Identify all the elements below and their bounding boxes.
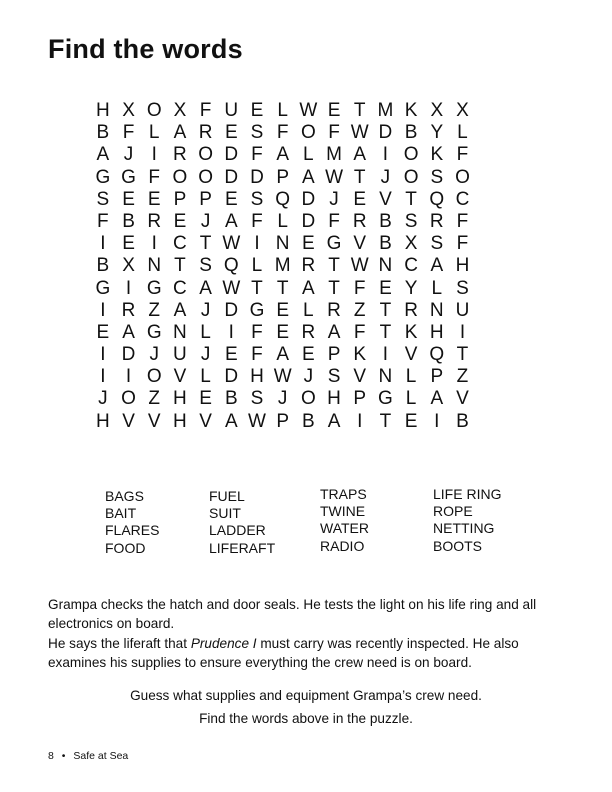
- grid-letter: S: [327, 366, 341, 388]
- grid-letter: T: [405, 188, 417, 210]
- grid-letter: F: [251, 144, 263, 166]
- grid-letter: H: [455, 255, 470, 277]
- grid-letter: J: [200, 210, 211, 232]
- grid-letter: E: [147, 188, 161, 210]
- grid-row: [90, 122, 475, 144]
- grid-letter: Z: [456, 366, 469, 388]
- grid-letter: K: [404, 321, 418, 343]
- grid-letter: R: [173, 144, 187, 166]
- grid-letter: C: [173, 233, 187, 255]
- grid-letter: J: [380, 166, 391, 188]
- grid-letter: J: [200, 344, 211, 366]
- grid-letter: N: [147, 255, 162, 277]
- grid-letter: T: [174, 255, 186, 277]
- grid-letter: S: [250, 122, 264, 144]
- grid-letter: S: [199, 255, 212, 277]
- grid-letter: A: [327, 410, 341, 432]
- grid-row: [90, 255, 475, 277]
- grid-letter: A: [430, 255, 444, 277]
- grid-letter: G: [146, 321, 162, 343]
- grid-letter: I: [151, 233, 157, 255]
- grid-letter: B: [96, 255, 110, 277]
- grid-letter: I: [100, 366, 106, 388]
- grid-letter: C: [455, 188, 470, 210]
- grid-letter: H: [173, 388, 187, 410]
- grid-letter: I: [100, 233, 106, 255]
- boat-name: Prudence I: [190, 636, 257, 651]
- grid-letter: D: [121, 344, 136, 366]
- grid-letter: B: [379, 210, 392, 232]
- grid-letter: T: [251, 277, 263, 299]
- grid-letter: E: [327, 100, 341, 121]
- word-list-item: LADDER: [209, 522, 266, 539]
- grid-letter: O: [146, 366, 162, 388]
- grid-letter: O: [403, 166, 419, 188]
- grid-letter: O: [300, 122, 316, 144]
- grid-letter: A: [430, 388, 444, 410]
- grid-letter: B: [404, 122, 418, 144]
- grid-letter: I: [100, 299, 106, 321]
- grid-row: [90, 322, 475, 344]
- grid-letter: E: [302, 233, 315, 255]
- grid-row: [90, 278, 475, 300]
- grid-letter: L: [303, 299, 314, 321]
- word-list-item: WATER: [320, 520, 369, 537]
- grid-letter: M: [326, 144, 342, 166]
- grid-row: [90, 411, 475, 433]
- grid-row: [90, 100, 475, 122]
- grid-letter: Z: [148, 299, 161, 321]
- grid-letter: K: [353, 344, 367, 366]
- word-list-item: NETTING: [433, 520, 495, 537]
- grid-letter: O: [172, 166, 188, 188]
- grid-letter: Q: [223, 255, 239, 277]
- grid-letter: Y: [430, 122, 444, 144]
- grid-letter: O: [198, 144, 213, 166]
- grid-letter: L: [251, 255, 263, 277]
- grid-letter: R: [198, 122, 213, 144]
- grid-letter: P: [173, 188, 187, 210]
- grid-letter: E: [302, 344, 315, 366]
- grid-letter: A: [224, 210, 238, 232]
- grid-letter: V: [404, 344, 418, 366]
- grid-letter: N: [429, 299, 444, 321]
- grid-letter: J: [303, 366, 314, 388]
- grid-letter: T: [353, 166, 366, 188]
- grid-letter: F: [328, 210, 340, 232]
- footer-bullet: •: [61, 750, 66, 762]
- grid-letter: G: [95, 277, 111, 299]
- grid-letter: O: [403, 144, 419, 166]
- grid-letter: P: [276, 166, 289, 188]
- grid-letter: J: [98, 388, 108, 410]
- grid-letter: D: [378, 122, 393, 144]
- word-list-item: BOOTS: [433, 537, 483, 554]
- word-column-2: [209, 488, 275, 557]
- grid-letter: P: [327, 344, 341, 366]
- grid-letter: D: [301, 188, 316, 210]
- grid-letter: V: [456, 388, 469, 410]
- grid-letter: I: [357, 410, 363, 432]
- grid-letter: A: [302, 277, 315, 299]
- grid-letter: G: [326, 233, 342, 255]
- grid-row: [90, 388, 475, 410]
- grid-letter: W: [222, 233, 241, 255]
- grid-letter: F: [148, 166, 161, 188]
- grid-letter: P: [353, 388, 367, 410]
- grid-letter: W: [325, 166, 343, 188]
- grid-letter: O: [198, 166, 213, 188]
- grid-letter: D: [224, 299, 239, 321]
- grid-letter: F: [456, 210, 469, 232]
- grid-letter: F: [456, 233, 469, 255]
- grid-letter: C: [404, 255, 418, 277]
- grid-letter: J: [277, 388, 288, 410]
- grid-letter: J: [200, 299, 211, 321]
- grid-letter: O: [121, 388, 136, 410]
- grid-letter: O: [300, 388, 316, 410]
- word-list-item: FLARES: [105, 522, 160, 539]
- grid-letter: B: [302, 410, 315, 432]
- grid-letter: D: [224, 366, 239, 388]
- grid-letter: A: [199, 277, 212, 299]
- grid-letter: V: [353, 233, 367, 255]
- grid-letter: O: [455, 166, 470, 188]
- word-list-item: LIFERAFT: [209, 539, 276, 556]
- grid-letter: W: [248, 410, 266, 432]
- word-list-item: FOOD: [105, 539, 146, 556]
- grid-letter: T: [199, 233, 212, 255]
- grid-letter: A: [353, 144, 367, 166]
- instruction-find: Find the words above in the puzzle.: [199, 711, 413, 726]
- grid-letter: L: [431, 277, 443, 299]
- grid-letter: R: [301, 255, 316, 277]
- grid-letter: N: [275, 233, 290, 255]
- grid-letter: M: [274, 255, 291, 277]
- grid-letter: Z: [148, 388, 161, 410]
- grid-letter: J: [123, 144, 134, 166]
- grid-letter: X: [122, 255, 135, 277]
- grid-letter: N: [378, 366, 393, 388]
- instruction-guess: Guess what supplies and equipment Grampa’s crew need.: [130, 688, 482, 703]
- grid-letter: A: [173, 299, 187, 321]
- grid-letter: A: [327, 321, 341, 343]
- grid-letter: H: [95, 410, 110, 432]
- grid-row: [90, 300, 475, 322]
- grid-row: [90, 233, 475, 255]
- word-list-item: LIFE RING: [433, 486, 502, 502]
- grid-letter: V: [379, 188, 392, 210]
- page-title: Find the words: [48, 34, 243, 64]
- grid-letter: S: [430, 166, 444, 188]
- grid-letter: E: [224, 188, 238, 210]
- grid-letter: C: [173, 277, 187, 299]
- page-footer: [48, 750, 128, 762]
- grid-letter: V: [353, 366, 367, 388]
- grid-letter: E: [353, 188, 367, 210]
- grid-letter: I: [125, 366, 132, 388]
- story-paragraph-1: Grampa checks the hatch and door seals. He tests the light on his life ring and all electronics on board.: [48, 597, 537, 631]
- grid-letter: I: [125, 277, 132, 299]
- grid-letter: E: [250, 100, 264, 121]
- grid-letter: G: [95, 166, 111, 188]
- word-list-item: BAIT: [105, 505, 137, 522]
- grid-letter: L: [148, 122, 160, 144]
- grid-letter: E: [199, 388, 212, 410]
- grid-letter: G: [146, 277, 162, 299]
- word-list-item: ROPE: [433, 503, 473, 520]
- grid-letter: X: [173, 100, 187, 121]
- grid-letter: L: [303, 144, 314, 166]
- grid-letter: I: [459, 321, 466, 343]
- grid-letter: Z: [353, 299, 366, 321]
- page-number: 8: [48, 750, 54, 762]
- grid-letter: H: [173, 410, 187, 432]
- word-column-4: [433, 486, 501, 555]
- story-paragraph-2: He says the liferaft that Prudence I must carry was recently inspected. He also examines his supplies to ensure everything the crew need is on board.: [48, 636, 519, 670]
- grid-letter: X: [122, 100, 135, 121]
- grid-row: [90, 344, 475, 366]
- grid-letter: S: [96, 188, 110, 210]
- grid-letter: L: [200, 366, 211, 388]
- grid-letter: F: [353, 321, 366, 343]
- grid-letter: U: [455, 299, 470, 321]
- grid-letter: V: [199, 410, 212, 432]
- grid-letter: I: [434, 410, 440, 432]
- grid-letter: V: [173, 366, 187, 388]
- grid-letter: F: [353, 277, 366, 299]
- grid-letter: F: [456, 144, 469, 166]
- grid-letter: A: [276, 144, 289, 166]
- grid-letter: E: [276, 321, 289, 343]
- grid-letter: I: [151, 144, 157, 166]
- grid-letter: T: [353, 100, 366, 121]
- grid-letter: F: [122, 122, 135, 144]
- grid-letter: E: [122, 188, 135, 210]
- grid-letter: R: [121, 299, 136, 321]
- grid-letter: T: [328, 255, 340, 277]
- word-search-grid: [90, 100, 475, 433]
- grid-letter: M: [377, 100, 394, 121]
- grid-letter: F: [276, 122, 289, 144]
- grid-letter: L: [277, 210, 288, 232]
- grid-letter: T: [328, 277, 340, 299]
- word-column-1: [105, 488, 159, 557]
- grid-letter: S: [250, 188, 264, 210]
- grid-letter: D: [224, 166, 239, 188]
- grid-letter: I: [100, 344, 106, 366]
- grid-letter: B: [96, 122, 110, 144]
- grid-letter: E: [96, 321, 110, 343]
- grid-letter: T: [276, 277, 289, 299]
- grid-row: [90, 366, 475, 388]
- grid-letter: T: [379, 321, 392, 343]
- grid-letter: X: [430, 100, 444, 121]
- grid-letter: D: [301, 210, 316, 232]
- grid-letter: T: [379, 299, 392, 321]
- grid-letter: K: [430, 144, 444, 166]
- grid-letter: P: [276, 410, 289, 432]
- grid-letter: L: [457, 122, 468, 144]
- grid-row: [90, 144, 475, 166]
- grid-letter: E: [173, 210, 187, 232]
- grid-row: [90, 211, 475, 233]
- grid-letter: J: [329, 188, 339, 210]
- grid-letter: E: [122, 233, 135, 255]
- grid-letter: E: [379, 277, 392, 299]
- grid-letter: H: [327, 388, 341, 410]
- grid-letter: R: [429, 210, 444, 232]
- grid-letter: W: [350, 255, 369, 277]
- grid-letter: E: [276, 299, 289, 321]
- grid-letter: N: [173, 321, 187, 343]
- grid-letter: I: [382, 344, 389, 366]
- grid-letter: B: [224, 388, 238, 410]
- grid-letter: F: [251, 210, 263, 232]
- grid-letter: O: [146, 100, 162, 121]
- grid-letter: D: [250, 166, 264, 188]
- grid-letter: T: [379, 410, 392, 432]
- grid-letter: U: [224, 100, 239, 121]
- grid-letter: W: [299, 100, 318, 121]
- grid-letter: I: [382, 144, 389, 166]
- grid-letter: X: [404, 233, 418, 255]
- grid-letter: F: [199, 100, 212, 121]
- grid-letter: Q: [275, 188, 291, 210]
- grid-letter: N: [378, 255, 393, 277]
- grid-row: [90, 167, 475, 189]
- grid-letter: V: [147, 410, 161, 432]
- grid-letter: L: [277, 100, 288, 121]
- grid-letter: E: [224, 122, 238, 144]
- word-list-item: RADIO: [320, 537, 365, 554]
- grid-letter: S: [404, 210, 418, 232]
- grid-letter: F: [97, 210, 109, 232]
- grid-letter: H: [95, 100, 110, 121]
- grid-letter: A: [302, 166, 315, 188]
- grid-letter: U: [173, 344, 187, 366]
- grid-letter: A: [122, 321, 135, 343]
- grid-letter: X: [456, 100, 469, 121]
- grid-letter: L: [200, 321, 211, 343]
- grid-letter: W: [350, 122, 369, 144]
- grid-letter: A: [224, 410, 238, 432]
- grid-letter: E: [404, 410, 418, 432]
- section-name: Safe at Sea: [73, 750, 129, 762]
- grid-letter: B: [122, 210, 135, 232]
- grid-letter: R: [404, 299, 418, 321]
- grid-letter: A: [96, 144, 110, 166]
- grid-letter: Y: [404, 277, 418, 299]
- grid-letter: Q: [429, 344, 445, 366]
- grid-letter: K: [404, 100, 418, 121]
- grid-letter: A: [173, 122, 187, 144]
- grid-letter: R: [147, 210, 162, 232]
- grid-letter: H: [429, 321, 444, 343]
- word-list-item: TRAPS: [320, 486, 367, 502]
- word-list-item: FUEL: [209, 488, 245, 504]
- grid-letter: W: [222, 277, 241, 299]
- grid-letter: S: [430, 233, 444, 255]
- grid-letter: L: [405, 366, 417, 388]
- grid-letter: A: [276, 344, 289, 366]
- word-column-3: [320, 486, 369, 555]
- grid-letter: H: [250, 366, 264, 388]
- word-list-item: BAGS: [105, 488, 144, 504]
- grid-letter: F: [251, 344, 263, 366]
- grid-letter: I: [254, 233, 260, 255]
- grid-letter: F: [251, 321, 263, 343]
- grid-letter: S: [456, 277, 469, 299]
- grid-letter: Q: [429, 188, 445, 210]
- grid-letter: G: [378, 388, 393, 410]
- grid-letter: V: [122, 410, 135, 432]
- grid-letter: S: [250, 388, 264, 410]
- grid-letter: R: [352, 210, 367, 232]
- word-list-item: SUIT: [209, 505, 241, 522]
- word-list-item: TWINE: [320, 503, 366, 520]
- grid-letter: I: [228, 321, 234, 343]
- grid-letter: B: [379, 233, 392, 255]
- grid-letter: D: [224, 144, 239, 166]
- grid-letter: G: [121, 166, 136, 188]
- grid-letter: W: [273, 366, 292, 388]
- grid-letter: J: [149, 344, 159, 366]
- grid-row: [90, 189, 475, 211]
- grid-letter: P: [430, 366, 444, 388]
- grid-letter: B: [456, 410, 469, 432]
- grid-letter: L: [405, 388, 417, 410]
- grid-letter: E: [224, 344, 238, 366]
- grid-letter: R: [327, 299, 341, 321]
- grid-letter: G: [249, 299, 265, 321]
- grid-letter: T: [456, 344, 469, 366]
- grid-letter: R: [301, 321, 316, 343]
- grid-letter: P: [199, 188, 212, 210]
- grid-letter: F: [328, 122, 340, 144]
